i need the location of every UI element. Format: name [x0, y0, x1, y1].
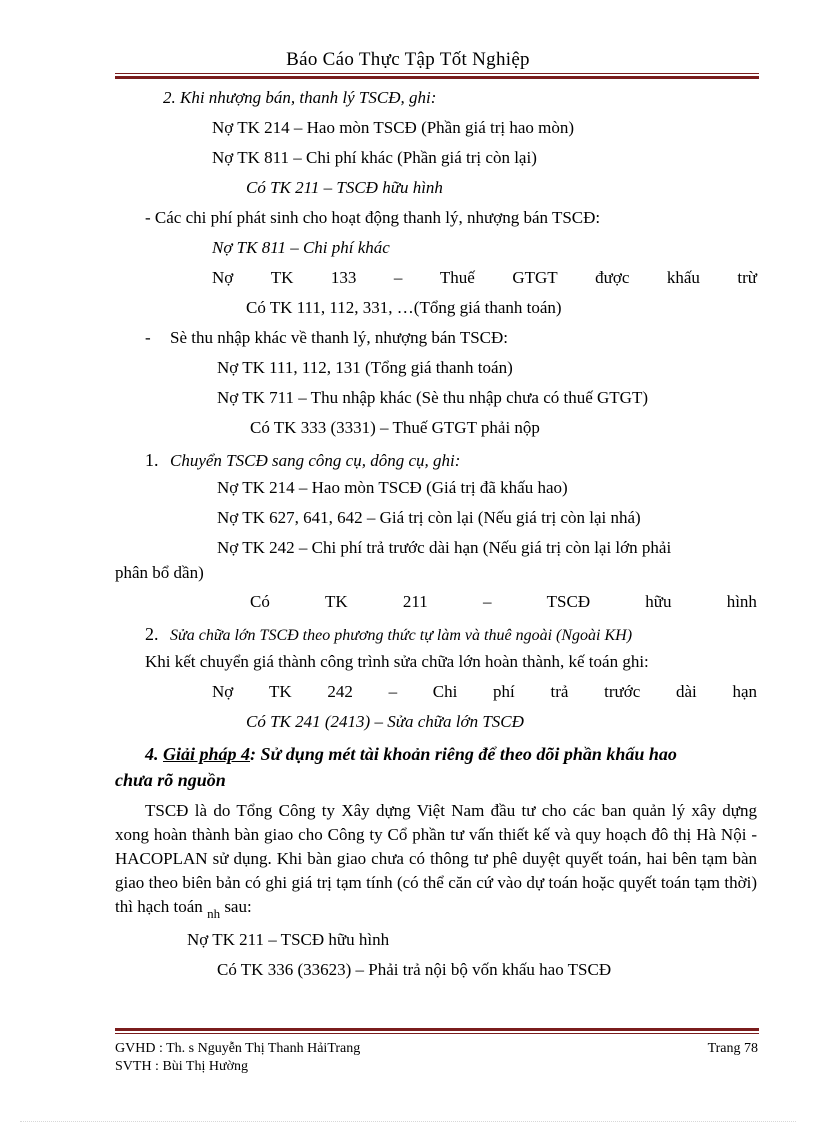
justified-entry-line [212, 682, 757, 702]
entry-line: Có TK 211 – TSCĐ hữu hình [246, 178, 443, 197]
word: – [388, 682, 398, 701]
word: hình [726, 592, 757, 611]
word: hữu [645, 592, 672, 611]
entry-line: Nợ TK 242 – Chi phí trả trước dài hạn (Nếu giá trị còn lại lớn phải [217, 538, 672, 557]
list-number: 2. [145, 624, 159, 644]
word: trước [604, 682, 641, 701]
word: trừ [737, 268, 757, 287]
subsection-heading: 2. Khi nhượng bán, thanh lý TSCĐ, ghi: [163, 88, 437, 107]
section-heading [145, 744, 677, 764]
word: TK [270, 268, 294, 287]
section-heading-number: 4. [145, 744, 163, 764]
word: được [595, 268, 630, 287]
section-heading-label: Giải pháp 4 [163, 744, 251, 764]
section-heading-text: : Sử dụng mét tài khoản riêng để theo dõi phần khấu hao [250, 744, 677, 764]
word: Thuế [439, 268, 475, 287]
word: 211 [402, 592, 428, 611]
entry-line: Có TK 111, 112, 331, …(Tổng giá thanh toán) [246, 298, 562, 317]
word: khấu [666, 268, 700, 287]
numbered-heading-text: Chuyển TSCĐ sang công cụ, dông cụ, ghi: [170, 451, 461, 470]
word: TK [325, 592, 348, 611]
section-heading-continued: chưa rõ nguồn [115, 770, 226, 790]
paragraph-text: TSCĐ là do Tổng Công ty Xây dựng Việt Nam đầu tư cho các ban quản lý xây dựng xong hoàn thành bàn giao cho Công ty Cổ phần tư vấn thiết kế và quy hoạch đô thị Hà Nội - HACOPLAN sử dụng. Khi bàn giao chưa có thông tư phê duyệt quyết toán, hai bên tạm bàn giao theo biên bản có ghi giá trị tạm tính (có thể căn cứ vào dự toán hoặc quyết toán tạm thời) thì hạch toán [115, 801, 757, 916]
header-rule-top [115, 73, 759, 74]
footer-rule [115, 1028, 759, 1031]
entry-line: Có TK 333 (3331) – Thuế GTGT phải nộp [250, 418, 540, 437]
justified-entry-line [212, 268, 757, 288]
word: dài [675, 682, 697, 701]
word: Nợ [212, 268, 234, 287]
page-number: Trang 78 [707, 1041, 758, 1056]
word: TSCĐ [546, 592, 591, 611]
header-rule [115, 76, 759, 79]
word: Nợ [212, 682, 234, 701]
entry-line: Nợ TK 214 – Hao mòn TSCĐ (Phần giá trị hao mòn) [212, 118, 575, 137]
entry-line: Nợ TK 111, 112, 131 (Tổng giá thanh toán) [217, 358, 513, 377]
footer-supervisor: GVHD : Th. s Nguyễn Thị Thanh HảiTrang [115, 1041, 361, 1056]
entry-line: Nợ TK 627, 641, 642 – Giá trị còn lại (Nếu giá trị còn lại nhá) [217, 508, 641, 527]
word: Chi [432, 682, 458, 701]
entry-line: Nợ TK 711 – Thu nhập khác (Sè thu nhập chưa có thuế GTGT) [217, 388, 648, 407]
bullet-line: - Các chi phí phát sinh cho hoạt động thanh lý, nhượng bán TSCĐ: [145, 208, 601, 227]
body-line: Khi kết chuyển giá thành công trình sửa chữa lớn hoàn thành, kế toán ghi: [145, 652, 649, 671]
bullet-dash: - [145, 328, 151, 347]
entry-line: Có TK 336 (33623) – Phải trả nội bộ vốn khấu hao TSCĐ [217, 960, 612, 979]
paragraph-fragment: nh [207, 906, 221, 921]
entry-line: Nợ TK 811 – Chi phí khác (Phần giá trị còn lại) [212, 148, 537, 167]
body-paragraph [115, 799, 757, 926]
entry-line: Có TK 241 (2413) – Sửa chữa lớn TSCĐ [246, 712, 524, 731]
page-edge-dotted-line [20, 1121, 796, 1122]
word: Có [250, 592, 270, 611]
word: TK [268, 682, 292, 701]
numbered-heading-text: Sửa chữa lớn TSCĐ theo phương thức tự làm và thuê ngoài (Ngoài KH) [170, 627, 633, 644]
footer-rule-bottom [115, 1033, 759, 1034]
word: trả [550, 682, 569, 701]
paragraph-text-end: sau: [224, 897, 252, 916]
list-number: 1. [145, 450, 159, 470]
word: – [393, 268, 403, 287]
numbered-heading [145, 624, 632, 646]
page-header-title: Báo Cáo Thực Tập Tốt Nghiệp [286, 49, 530, 70]
word: GTGT [512, 268, 558, 287]
word: 133 [330, 268, 357, 287]
entry-line-continued: phân bổ dần) [115, 563, 204, 582]
entry-line: Nợ TK 811 – Chi phí khác [212, 238, 390, 257]
entry-line: Nợ TK 214 – Hao mòn TSCĐ (Giá trị đã khấu hao) [217, 478, 568, 497]
justified-entry-line [250, 592, 757, 612]
word: hạn [732, 682, 757, 701]
footer-student: SVTH : Bùi Thị Hường [115, 1059, 248, 1074]
entry-line: Nợ TK 211 – TSCĐ hữu hình [187, 930, 390, 949]
word: – [482, 592, 492, 611]
numbered-heading [145, 450, 460, 471]
bullet-text: Sè thu nhập khác về thanh lý, nhượng bán TSCĐ: [170, 328, 509, 347]
word: phí [493, 682, 515, 701]
word: 242 [327, 682, 353, 701]
bullet-line [145, 328, 508, 348]
